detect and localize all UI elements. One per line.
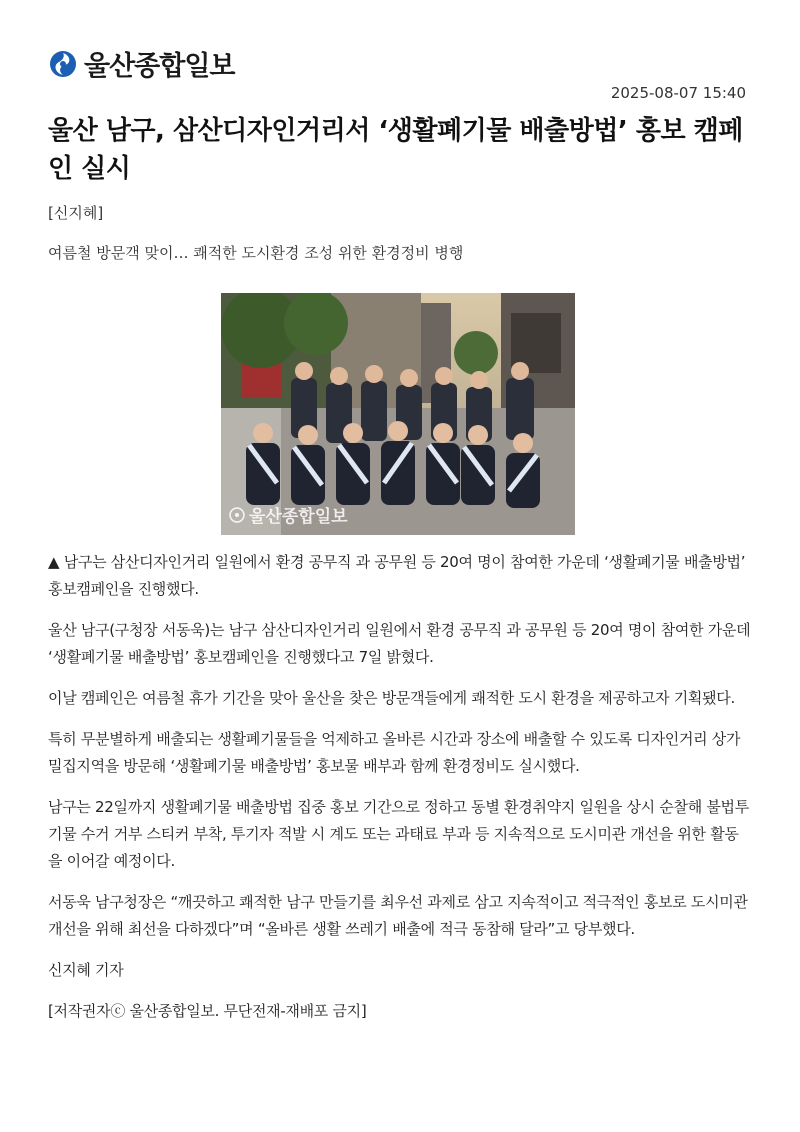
body-paragraph: 울산 남구(구청장 서동욱)는 남구 삼산디자인거리 일원에서 환경 공무직 과 공무원 등 20여 명이 참여한 가운데 ‘생활폐기물 배출방법’ 홍보캠페인을 진행했다고 7일 밝혔다. (48, 621, 751, 666)
watermark-logo-icon (229, 507, 245, 523)
copyright-notice: [저작권자ⓒ 울산종합일보. 무단전재-재배포 금지] (48, 1002, 367, 1020)
photo-caption: ▲ 남구는 삼산디자인거리 일원에서 환경 공무직 과 공무원 등 20여 명이 참여한 가운데 ‘생활폐기물 배출방법’ 홍보캠페인을 진행했다. (48, 553, 746, 598)
article-body (48, 549, 752, 1039)
photo-watermark-text: 울산종합일보 (249, 507, 348, 527)
publish-timestamp: 2025-08-07 15:40 (610, 84, 746, 102)
campaign-group-photo (221, 293, 575, 535)
article-subheadline: 여름철 방문객 맞이… 쾌적한 도시환경 조성 위한 환경정비 병행 (48, 244, 464, 262)
body-paragraph: 서동욱 남구청장은 “깨끗하고 쾌적한 남구 만들기를 최우선 과제로 삼고 지속적이고 적극적인 홍보로 도시미관 개선을 위해 최선을 다하겠다”며 “올바른 생활 쓰레기 배출에 적극 동참해 달라”고 당부했다. (48, 893, 748, 938)
photo-watermark (229, 502, 348, 527)
body-paragraph: 이날 캠페인은 여름철 휴가 기간을 맞아 울산을 찾은 방문객들에게 쾌적한 도시 환경을 제공하고자 기획됐다. (48, 689, 735, 707)
logo-text: 울산종합일보 (84, 51, 235, 82)
article-photo (221, 293, 575, 535)
body-paragraph: 특히 무분별하게 배출되는 생활폐기물들을 억제하고 올바른 시간과 장소에 배출할 수 있도록 디자인거리 상가 밀집지역을 방문해 ‘생활폐기물 배출방법’ 홍보물 배부과 함께 환경정비도 실시했다. (48, 730, 741, 775)
body-paragraph: 남구는 22일까지 생활폐기물 배출방법 집중 홍보 기간으로 정하고 동별 환경취약지 일원을 상시 순찰해 불법투기물 수거 거부 스티커 부착, 투기자 적발 시 계도 또는 과태료 부과 등 지속적으로 도시미관 개선을 위한 활동을 이어갈 예정이다. (48, 798, 749, 870)
masthead-logo[interactable] (48, 44, 235, 83)
article-headline: 울산 남구, 삼산디자인거리서 ‘생활폐기물 배출방법’ 홍보 캠페인 실시 (48, 116, 743, 184)
reporter-signoff: 신지혜 기자 (48, 961, 124, 979)
swirl-logo-icon (48, 49, 78, 79)
article-byline: [신지혜] (48, 204, 104, 222)
